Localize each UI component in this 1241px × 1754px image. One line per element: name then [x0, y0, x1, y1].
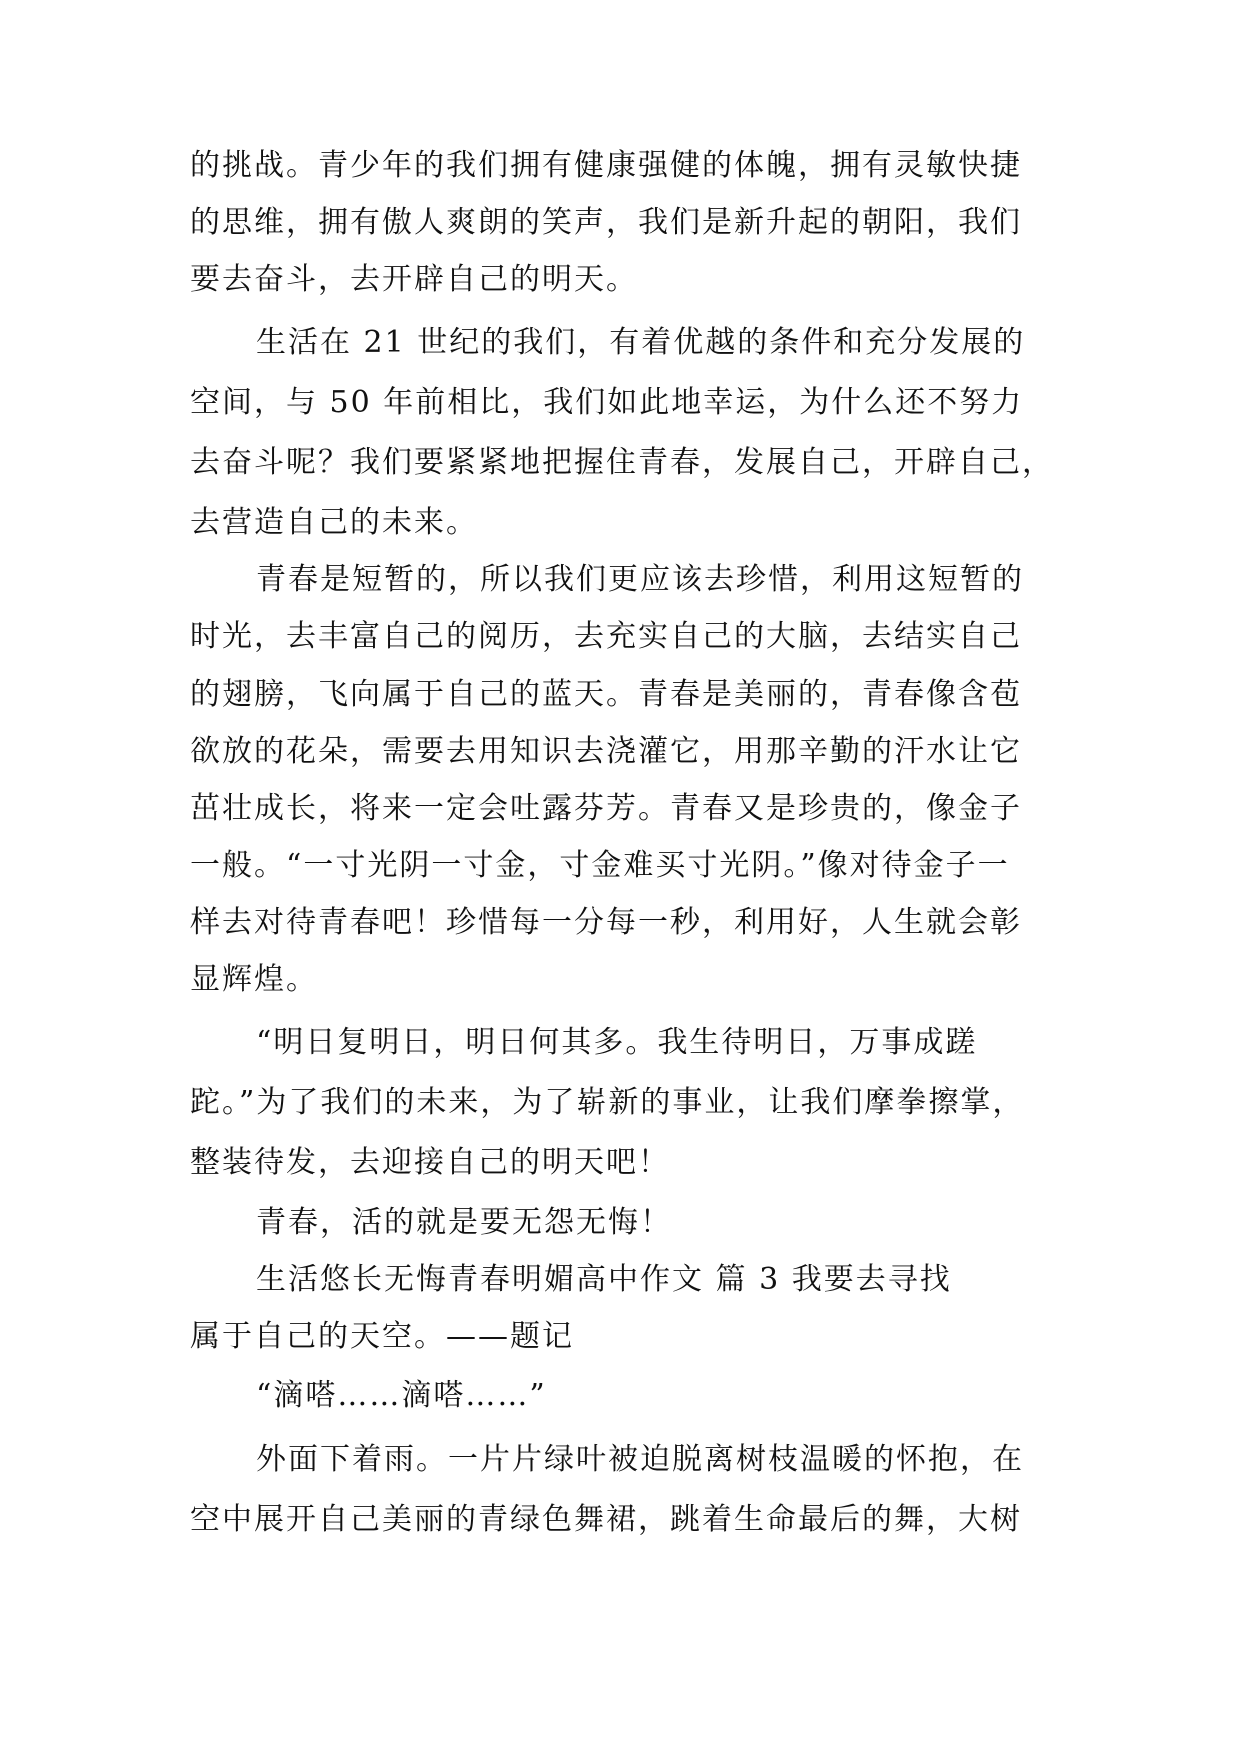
- text-line: 空间，与 50 年前相比，我们如此地幸运，为什么还不努力: [190, 385, 1024, 420]
- text-line: 显辉煌。: [190, 962, 318, 997]
- text-line: 属于自己的天空。——题记: [190, 1319, 574, 1354]
- text-line: 空中展开自己美丽的青绿色舞裙，跳着生命最后的舞，大树: [190, 1502, 1022, 1537]
- text-line: “明日复明日，明日何其多。我生待明日，万事成蹉: [256, 1025, 978, 1060]
- text-line: 生活在 21 世纪的我们，有着优越的条件和充分发展的: [256, 325, 1026, 360]
- text-line: 整装待发，去迎接自己的明天吧！: [190, 1145, 670, 1180]
- text-line: 外面下着雨。一片片绿叶被迫脱离树枝温暖的怀抱，在: [256, 1442, 1024, 1477]
- text-line: 生活悠长无悔青春明媚高中作文 篇 3 我要去寻找: [256, 1262, 952, 1297]
- text-line: 的翅膀，飞向属于自己的蓝天。青春是美丽的，青春像含苞: [190, 677, 1022, 712]
- text-line: 跎。”为了我们的未来，为了崭新的事业，让我们摩拳擦掌，: [190, 1085, 1025, 1120]
- text-line: 的思维，拥有傲人爽朗的笑声，我们是新升起的朝阳，我们: [190, 205, 1022, 240]
- text-line: 茁壮成长，将来一定会吐露芬芳。青春又是珍贵的，像金子: [190, 791, 1022, 826]
- text-line: 欲放的花朵，需要去用知识去浇灌它，用那辛勤的汗水让它: [190, 734, 1022, 769]
- text-line: “滴嗒……滴嗒……”: [256, 1378, 547, 1413]
- text-line: 去营造自己的未来。: [190, 505, 478, 540]
- text-line: 去奋斗呢？我们要紧紧地把握住青春，发展自己，开辟自己，: [190, 445, 1054, 480]
- text-line: 一般。“一寸光阴一寸金，寸金难买寸光阴。”像对待金子一: [190, 848, 1010, 883]
- text-line: 的挑战。青少年的我们拥有健康强健的体魄，拥有灵敏快捷: [190, 148, 1022, 183]
- text-line: 时光，去丰富自己的阅历，去充实自己的大脑，去结实自己: [190, 619, 1022, 654]
- text-line: 要去奋斗，去开辟自己的明天。: [190, 262, 638, 297]
- text-line: 青春是短暂的，所以我们更应该去珍惜，利用这短暂的: [256, 562, 1024, 597]
- text-line: 青春，活的就是要无怨无悔！: [256, 1205, 672, 1240]
- text-line: 样去对待青春吧！珍惜每一分每一秒，利用好，人生就会彰: [190, 905, 1022, 940]
